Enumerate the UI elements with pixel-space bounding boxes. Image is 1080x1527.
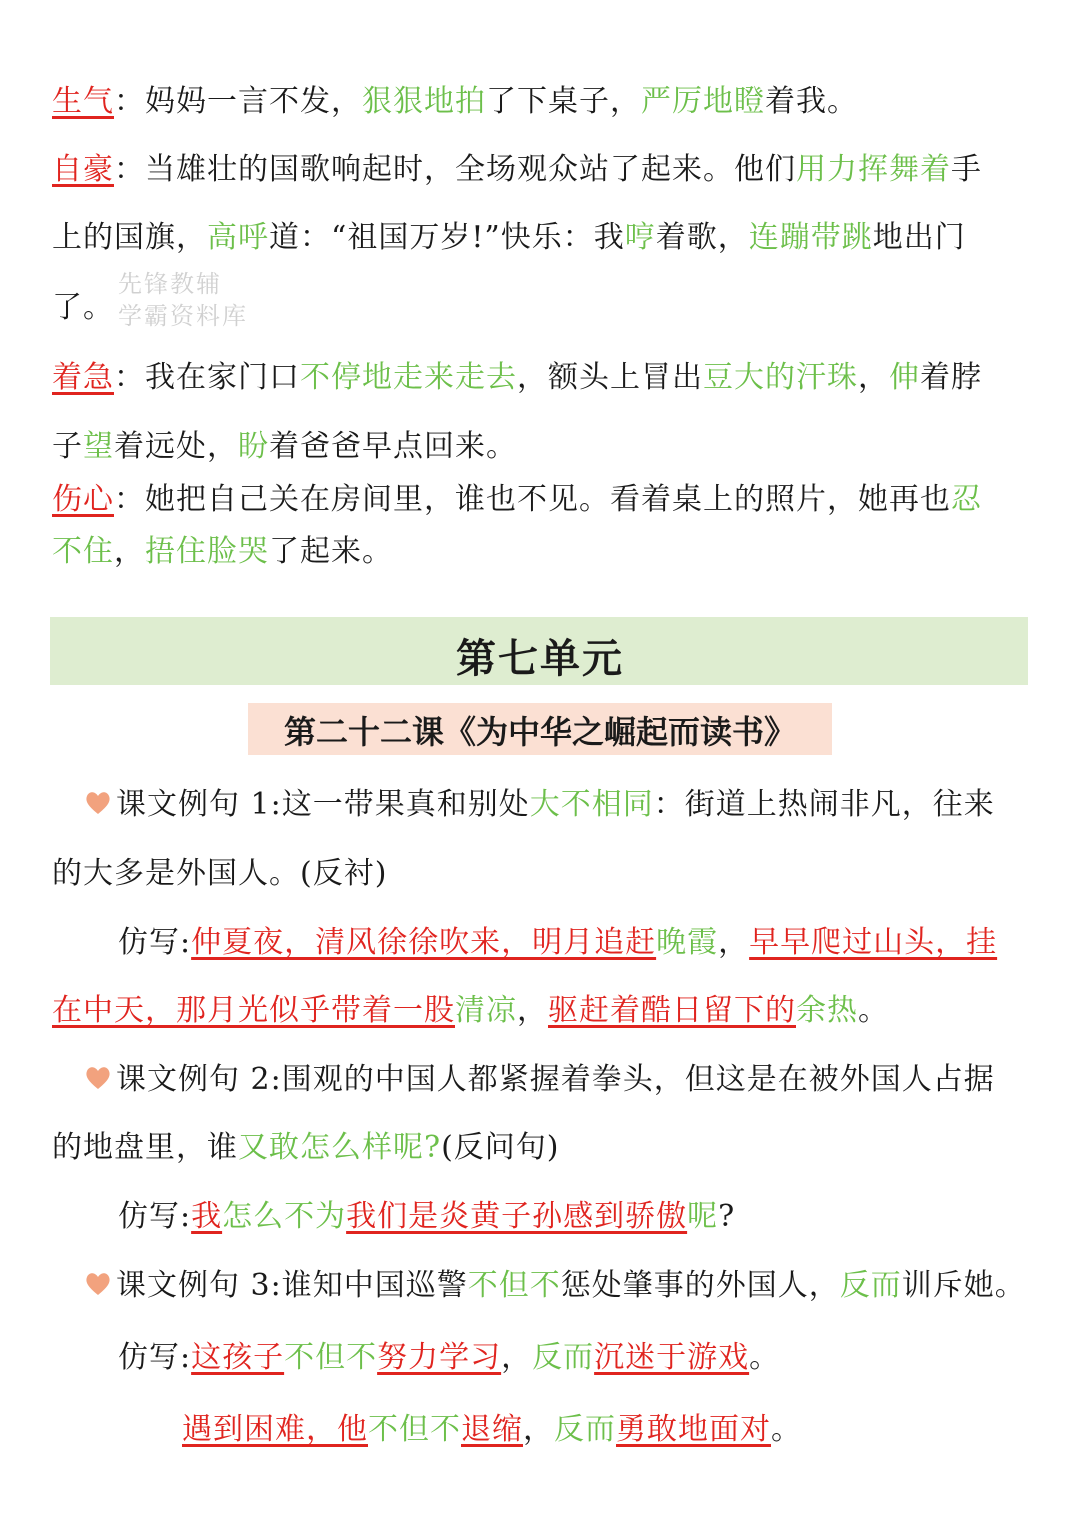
text-segment: 伸 [889, 360, 920, 395]
text-segment: 课文例句 3:谁知中国巡警 [116, 1268, 468, 1303]
text-segment: 哼 [624, 220, 656, 255]
line-segments [52, 429, 517, 464]
text-segment: 大不相同 [529, 787, 654, 822]
text-segment: 连蹦带跳 [748, 220, 873, 255]
text-segment: 勇敢地面对 [616, 1412, 771, 1447]
text-segment: 着远处， [114, 429, 238, 464]
text-segment: ， [114, 534, 145, 569]
text-segment: 上的国旗， [52, 220, 207, 255]
text-segment: 仿写: [118, 1199, 192, 1234]
text-segment: 道：“祖国万岁!”快乐：我 [269, 220, 625, 255]
line-segments [52, 993, 889, 1028]
example-sentence-2 [84, 1054, 1069, 1098]
emotion-label: 生气 [52, 84, 114, 119]
text-segment: 地出门 [872, 220, 966, 255]
text-segment: 惩处肇事的外国人， [560, 1268, 840, 1303]
emotion-line-sad [52, 474, 1037, 518]
text-segment: 仲夏夜，清风徐徐吹来，明月追赶 [191, 925, 657, 960]
text-segment: 晚霞 [656, 925, 719, 960]
text-segment: 早早爬过山头，挂 [749, 925, 998, 960]
text-segment: 豆大的汗珠 [703, 360, 858, 395]
text-segment: 着歌， [655, 220, 749, 255]
text-segment: 仿写: [118, 925, 192, 960]
text-segment: 反而 [554, 1412, 616, 1447]
text-segment: 。 [749, 1340, 781, 1375]
text-segment: 的大多是外国人。(反衬) [52, 856, 388, 891]
line-segments [52, 220, 966, 255]
text-segment: 。 [771, 1412, 802, 1447]
line-segments [114, 360, 982, 395]
text-segment: ：妈妈一言不发， [114, 84, 362, 119]
text-segment: 驱赶着酷日留下的 [548, 993, 796, 1028]
text-segment: 捂住脸哭 [145, 534, 269, 569]
text-segment: 这孩子 [191, 1340, 285, 1375]
text-segment: 我们是炎黄子孙感到骄傲 [346, 1199, 688, 1234]
text-segment: ， [523, 1412, 554, 1447]
line-segments [52, 856, 387, 891]
text-segment: ：我在家门口 [114, 360, 300, 395]
text-line [52, 1122, 1037, 1166]
text-segment: ， [517, 993, 548, 1028]
emotion-label: 自豪 [52, 152, 114, 187]
text-segment: ：当雄壮的国歌响起时，全场观众站了起来。他们 [114, 152, 796, 187]
text-segment: 努力学习 [377, 1340, 502, 1375]
heart-icon [84, 1271, 112, 1297]
text-segment: 呢 [687, 1199, 719, 1234]
text-segment: 望 [83, 429, 114, 464]
emotion-line-angry [52, 76, 1037, 120]
line-segments [114, 152, 982, 187]
text-segment: 训斥她。 [901, 1268, 1026, 1303]
text-segment: 子 [52, 429, 83, 464]
text-segment: 不停地走来走去 [300, 360, 517, 395]
text-segment: 了下桌子， [486, 84, 641, 119]
watermark [118, 268, 248, 332]
line-segments [114, 84, 858, 119]
text-line [52, 212, 1037, 256]
emotion-line-proud [52, 144, 1037, 188]
text-segment: 又敢怎么样呢? [238, 1130, 442, 1165]
line-segments [52, 1130, 560, 1165]
text-segment: 高呼 [207, 220, 269, 255]
text-segment: 退缩 [461, 1412, 523, 1447]
text-segment: 课文例句 2:围观的中国人都紧握着拳头，但这是在被外国人占据 [116, 1062, 995, 1097]
watermark-line: 先锋教辅 [118, 270, 222, 298]
watermark-line: 学霸资料库 [118, 302, 248, 330]
heart-icon [84, 790, 112, 816]
line-segments [116, 1268, 1026, 1303]
text-line [52, 985, 1037, 1029]
text-segment: 我 [191, 1199, 223, 1234]
text-segment: ? [718, 1199, 736, 1234]
text-segment: 忍 [951, 482, 982, 517]
text-segment: 盼 [238, 429, 269, 464]
line-segments [114, 482, 982, 517]
imitation-1 [118, 917, 1080, 961]
emotion-line-anxious [52, 352, 1037, 396]
example-sentence-1 [84, 779, 1069, 823]
text-segment: 不但不 [467, 1268, 561, 1303]
text-segment: 用力挥舞着 [796, 152, 951, 187]
text-segment: 怎么不为 [222, 1199, 347, 1234]
line-segments [182, 1412, 802, 1447]
emotion-label: 伤心 [52, 482, 114, 517]
line-segments [52, 534, 393, 569]
line-segments [118, 1340, 780, 1375]
line-segments [52, 290, 114, 325]
line-segments [118, 925, 997, 960]
line-segments [118, 1199, 735, 1234]
unit-title: 第七单元 [456, 636, 624, 682]
text-segment: 反而 [532, 1340, 595, 1375]
text-segment: 的地盘里，谁 [52, 1130, 238, 1165]
text-segment: 课文例句 1:这一带果真和别处 [116, 787, 530, 822]
text-segment: 。 [858, 993, 889, 1028]
heart-icon [84, 1065, 112, 1091]
text-segment: (反问句) [441, 1130, 560, 1165]
example-sentence-3 [84, 1260, 1069, 1304]
text-segment: 狠狠地拍 [362, 84, 486, 119]
text-segment: ：她把自己关在房间里，谁也不见。看着桌上的照片，她再也 [114, 482, 951, 517]
text-segment: ，额头上冒出 [517, 360, 703, 395]
text-segment: 不但不 [368, 1412, 461, 1447]
text-segment: 严厉地瞪 [641, 84, 765, 119]
text-segment: 遇到困难，他 [182, 1412, 368, 1447]
text-segment: 在中天，那月光似乎带着一股 [52, 993, 455, 1028]
imitation-3 [118, 1332, 1080, 1376]
text-segment: 不但不 [284, 1340, 378, 1375]
line-segments [116, 787, 995, 822]
imitation-3b [182, 1404, 1080, 1448]
line-segments [116, 1062, 995, 1097]
text-segment: 沉迷于游戏 [594, 1340, 750, 1375]
text-segment: 手 [951, 152, 982, 187]
text-line [52, 526, 1037, 570]
text-segment: ， [501, 1340, 533, 1375]
text-segment: 反而 [839, 1268, 902, 1303]
text-segment: 仿写: [118, 1340, 192, 1375]
text-segment: 着脖 [920, 360, 982, 395]
text-line [52, 421, 1037, 465]
emotion-label: 着急 [52, 360, 114, 395]
text-segment: 了起来。 [269, 534, 393, 569]
text-segment: 不住 [52, 534, 114, 569]
text-segment: ， [858, 360, 889, 395]
text-segment: ：街道上热闹非凡，往来 [653, 787, 995, 822]
imitation-2 [118, 1191, 1080, 1235]
text-segment: 着爸爸早点回来。 [269, 429, 517, 464]
text-line [52, 848, 1037, 892]
text-segment: 了。 [52, 290, 114, 325]
text-segment: 余热 [796, 993, 858, 1028]
text-segment: ， [718, 925, 750, 960]
text-segment: 着我。 [765, 84, 858, 119]
text-segment: 清凉 [455, 993, 517, 1028]
lesson-title: 第二十二课《为中华之崛起而读书》 [283, 713, 796, 751]
